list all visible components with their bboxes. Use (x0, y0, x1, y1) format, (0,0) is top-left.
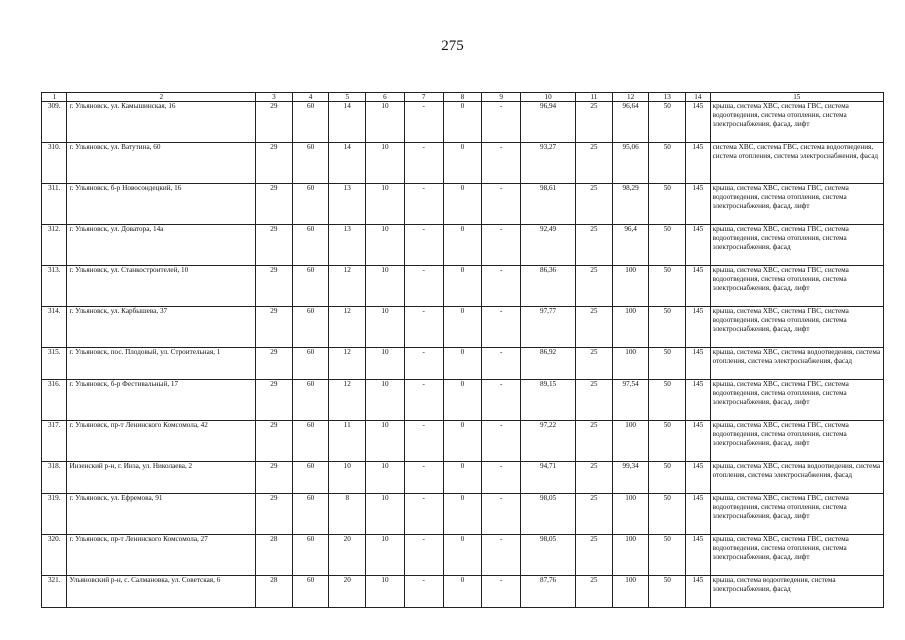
table-row (42, 143, 884, 184)
row-number: 315. (42, 348, 67, 380)
value-cell: 29 (256, 380, 293, 421)
value-cell: 50 (649, 102, 686, 143)
value-cell: 145 (686, 102, 710, 143)
works-cell: крыша, система ХВС, система ГВС, система водоотведения, система отопления, система электроснабжения, фасад, лифт (710, 421, 883, 462)
value-cell: - (404, 576, 443, 608)
value-cell: 145 (686, 494, 710, 535)
row-number: 311. (42, 184, 67, 225)
address-cell: г. Ульяновск, б-р Фестивальный, 17 (67, 380, 256, 421)
value-cell: - (404, 462, 443, 494)
works-cell: крыша, система ХВС, система водоотведения, система отопления, система электроснабжения, фасад (710, 462, 883, 494)
value-cell: 60 (292, 266, 329, 307)
row-number: 320. (42, 535, 67, 576)
value-cell: 86,36 (521, 266, 576, 307)
value-cell: 98,61 (521, 184, 576, 225)
value-cell: 97,22 (521, 421, 576, 462)
table-row (42, 307, 884, 348)
row-number: 312. (42, 225, 67, 266)
table-row (42, 535, 884, 576)
table-row (42, 266, 884, 307)
address-cell: г. Ульяновск, ул. Карбышева, 37 (67, 307, 256, 348)
column-header-4: 4 (292, 93, 329, 102)
table-row (42, 348, 884, 380)
value-cell: 10 (366, 494, 405, 535)
column-header-12: 12 (612, 93, 649, 102)
value-cell: 0 (443, 380, 482, 421)
row-number: 316. (42, 380, 67, 421)
table-body (42, 102, 884, 608)
value-cell: 29 (256, 266, 293, 307)
address-cell: Инзенский р-н, г. Инза, ул. Николаева, 2 (67, 462, 256, 494)
value-cell: 0 (443, 143, 482, 184)
table-row (42, 462, 884, 494)
address-cell: г. Ульяновск, пр-т Ленинского Комсомола, 42 (67, 421, 256, 462)
value-cell: 29 (256, 143, 293, 184)
column-header-1: 1 (42, 93, 67, 102)
value-cell: 99,34 (612, 462, 649, 494)
value-cell: - (404, 494, 443, 535)
works-cell: крыша, система ХВС, система ГВС, система водоотведения, система отопления, система электроснабжения, фасад, лифт (710, 494, 883, 535)
value-cell: 145 (686, 266, 710, 307)
value-cell: 145 (686, 143, 710, 184)
value-cell: 50 (649, 348, 686, 380)
table-row (42, 184, 884, 225)
column-header-10: 10 (521, 93, 576, 102)
value-cell: 25 (576, 535, 613, 576)
value-cell: 10 (366, 307, 405, 348)
value-cell: 10 (366, 535, 405, 576)
value-cell: 25 (576, 266, 613, 307)
table-row (42, 225, 884, 266)
value-cell: 10 (366, 266, 405, 307)
works-cell: крыша, система ХВС, система ГВС, система водоотведения, система отопления, система электроснабжения, фасад, лифт (710, 380, 883, 421)
address-cell: Ульяновский р-н, с. Салмановка, ул. Советская, 6 (67, 576, 256, 608)
value-cell: 145 (686, 421, 710, 462)
row-number: 309. (42, 102, 67, 143)
value-cell: 145 (686, 462, 710, 494)
value-cell: 60 (292, 494, 329, 535)
value-cell: - (482, 494, 521, 535)
row-number: 319. (42, 494, 67, 535)
works-cell: крыша, система ХВС, система водоотведения, система отопления, система электроснабжения, фасад (710, 348, 883, 380)
value-cell: 100 (612, 535, 649, 576)
value-cell: - (404, 380, 443, 421)
value-cell: 50 (649, 143, 686, 184)
value-cell: - (482, 266, 521, 307)
value-cell: 100 (612, 421, 649, 462)
value-cell: 11 (329, 421, 366, 462)
value-cell: - (482, 184, 521, 225)
value-cell: - (482, 421, 521, 462)
column-header-2: 2 (67, 93, 256, 102)
row-number: 314. (42, 307, 67, 348)
value-cell: 60 (292, 143, 329, 184)
value-cell: 50 (649, 225, 686, 266)
value-cell: 0 (443, 266, 482, 307)
value-cell: 25 (576, 143, 613, 184)
value-cell: 25 (576, 102, 613, 143)
value-cell: 25 (576, 494, 613, 535)
column-header-9: 9 (482, 93, 521, 102)
value-cell: - (482, 225, 521, 266)
value-cell: 0 (443, 348, 482, 380)
column-header-7: 7 (404, 93, 443, 102)
table-row (42, 576, 884, 608)
value-cell: 13 (329, 225, 366, 266)
value-cell: 20 (329, 535, 366, 576)
value-cell: 0 (443, 494, 482, 535)
value-cell: 50 (649, 307, 686, 348)
address-cell: г. Ульяновск, пос. Плодовый, ул. Строительная, 1 (67, 348, 256, 380)
value-cell: 60 (292, 576, 329, 608)
value-cell: 96,4 (612, 225, 649, 266)
value-cell: 60 (292, 225, 329, 266)
works-cell: крыша, система водоотведения, система электроснабжения, фасад (710, 576, 883, 608)
value-cell: 60 (292, 535, 329, 576)
value-cell: - (404, 184, 443, 225)
row-number: 317. (42, 421, 67, 462)
value-cell: 100 (612, 266, 649, 307)
value-cell: - (404, 307, 443, 348)
value-cell: 145 (686, 307, 710, 348)
value-cell: 145 (686, 348, 710, 380)
value-cell: 100 (612, 348, 649, 380)
value-cell: 10 (366, 184, 405, 225)
value-cell: 93,27 (521, 143, 576, 184)
table-row (42, 380, 884, 421)
column-header-5: 5 (329, 93, 366, 102)
value-cell: 50 (649, 494, 686, 535)
value-cell: 0 (443, 421, 482, 462)
value-cell: 60 (292, 348, 329, 380)
row-number: 313. (42, 266, 67, 307)
column-header-13: 13 (649, 93, 686, 102)
value-cell: 20 (329, 576, 366, 608)
value-cell: 10 (366, 225, 405, 266)
value-cell: 95,06 (612, 143, 649, 184)
value-cell: 10 (366, 576, 405, 608)
value-cell: 10 (366, 462, 405, 494)
value-cell: 98,05 (521, 535, 576, 576)
value-cell: 98,05 (521, 494, 576, 535)
value-cell: 28 (256, 576, 293, 608)
works-cell: крыша, система ХВС, система ГВС, система водоотведения, система отопления, система электроснабжения, фасад (710, 225, 883, 266)
table-row (42, 102, 884, 143)
value-cell: 145 (686, 225, 710, 266)
column-header-11: 11 (576, 93, 613, 102)
value-cell: - (482, 102, 521, 143)
value-cell: 25 (576, 380, 613, 421)
value-cell: - (404, 421, 443, 462)
value-cell: 8 (329, 494, 366, 535)
value-cell: 97,77 (521, 307, 576, 348)
value-cell: 29 (256, 421, 293, 462)
works-cell: крыша, система ХВС, система ГВС, система водоотведения, система отопления, система электроснабжения, фасад, лифт (710, 307, 883, 348)
value-cell: 10 (366, 421, 405, 462)
value-cell: - (482, 348, 521, 380)
value-cell: 29 (256, 225, 293, 266)
value-cell: 0 (443, 225, 482, 266)
value-cell: 50 (649, 184, 686, 225)
works-cell: крыша, система ХВС, система ГВС, система водоотведения, система отопления, система электроснабжения, фасад, лифт (710, 102, 883, 143)
value-cell: 25 (576, 184, 613, 225)
value-cell: 145 (686, 576, 710, 608)
value-cell: 28 (256, 535, 293, 576)
housing-registry-table (41, 92, 884, 608)
address-cell: г. Ульяновск, ул. Доватора, 14а (67, 225, 256, 266)
value-cell: - (404, 225, 443, 266)
value-cell: 50 (649, 421, 686, 462)
value-cell: 12 (329, 348, 366, 380)
value-cell: 60 (292, 421, 329, 462)
value-cell: 94,71 (521, 462, 576, 494)
column-header-3: 3 (256, 93, 293, 102)
address-cell: г. Ульяновск, б-р Новосондецкий, 16 (67, 184, 256, 225)
value-cell: 0 (443, 102, 482, 143)
value-cell: 87,76 (521, 576, 576, 608)
value-cell: - (482, 576, 521, 608)
value-cell: 92,49 (521, 225, 576, 266)
value-cell: 97,54 (612, 380, 649, 421)
value-cell: 0 (443, 462, 482, 494)
value-cell: 0 (443, 184, 482, 225)
value-cell: 96,94 (521, 102, 576, 143)
value-cell: 60 (292, 462, 329, 494)
value-cell: 60 (292, 102, 329, 143)
value-cell: 29 (256, 102, 293, 143)
value-cell: 50 (649, 462, 686, 494)
column-number-row (42, 93, 884, 102)
value-cell: 50 (649, 576, 686, 608)
value-cell: 29 (256, 348, 293, 380)
value-cell: 14 (329, 143, 366, 184)
value-cell: 25 (576, 348, 613, 380)
address-cell: г. Ульяновск, ул. Станкостроителей, 10 (67, 266, 256, 307)
row-number: 310. (42, 143, 67, 184)
value-cell: - (404, 266, 443, 307)
value-cell: 0 (443, 535, 482, 576)
value-cell: 89,15 (521, 380, 576, 421)
value-cell: 145 (686, 535, 710, 576)
column-header-14: 14 (686, 93, 710, 102)
value-cell: 86,92 (521, 348, 576, 380)
value-cell: - (482, 143, 521, 184)
value-cell: - (404, 535, 443, 576)
value-cell: 100 (612, 576, 649, 608)
value-cell: 96,64 (612, 102, 649, 143)
value-cell: 10 (366, 143, 405, 184)
table-row (42, 494, 884, 535)
works-cell: крыша, система ХВС, система ГВС, система водоотведения, система отопления, система электроснабжения, фасад, лифт (710, 535, 883, 576)
value-cell: - (404, 143, 443, 184)
address-cell: г. Ульяновск, ул. Ватутина, 60 (67, 143, 256, 184)
value-cell: 29 (256, 184, 293, 225)
works-cell: система ХВС, система ГВС, система водоотведения, система отопления, система электроснабжения, фасад (710, 143, 883, 184)
value-cell: 14 (329, 102, 366, 143)
value-cell: 25 (576, 225, 613, 266)
value-cell: 98,29 (612, 184, 649, 225)
address-cell: г. Ульяновск, ул. Камышинская, 16 (67, 102, 256, 143)
value-cell: 10 (366, 348, 405, 380)
value-cell: 12 (329, 266, 366, 307)
address-cell: г. Ульяновск, ул. Ефремова, 91 (67, 494, 256, 535)
value-cell: 60 (292, 184, 329, 225)
column-header-15: 15 (710, 93, 883, 102)
value-cell: 100 (612, 494, 649, 535)
works-cell: крыша, система ХВС, система ГВС, система водоотведения, система отопления, система электроснабжения, фасад, лифт (710, 266, 883, 307)
value-cell: 29 (256, 307, 293, 348)
value-cell: - (482, 535, 521, 576)
value-cell: 0 (443, 576, 482, 608)
address-cell: г. Ульяновск, пр-т Ленинского Комсомола, 27 (67, 535, 256, 576)
value-cell: 29 (256, 494, 293, 535)
value-cell: 29 (256, 462, 293, 494)
value-cell: 60 (292, 307, 329, 348)
column-header-8: 8 (443, 93, 482, 102)
value-cell: 145 (686, 184, 710, 225)
value-cell: 60 (292, 380, 329, 421)
row-number: 318. (42, 462, 67, 494)
page-number: 275 (441, 38, 464, 54)
value-cell: - (404, 102, 443, 143)
column-header-6: 6 (366, 93, 405, 102)
value-cell: 10 (366, 102, 405, 143)
value-cell: 10 (329, 462, 366, 494)
value-cell: 50 (649, 266, 686, 307)
value-cell: 145 (686, 380, 710, 421)
value-cell: - (404, 348, 443, 380)
works-cell: крыша, система ХВС, система ГВС, система водоотведения, система отопления, система электроснабжения, фасад, лифт (710, 184, 883, 225)
value-cell: 50 (649, 535, 686, 576)
value-cell: - (482, 462, 521, 494)
value-cell: - (482, 307, 521, 348)
value-cell: 12 (329, 380, 366, 421)
value-cell: 25 (576, 421, 613, 462)
table-row (42, 421, 884, 462)
value-cell: 13 (329, 184, 366, 225)
value-cell: - (482, 380, 521, 421)
value-cell: 25 (576, 307, 613, 348)
value-cell: 0 (443, 307, 482, 348)
value-cell: 50 (649, 380, 686, 421)
value-cell: 100 (612, 307, 649, 348)
value-cell: 12 (329, 307, 366, 348)
value-cell: 25 (576, 576, 613, 608)
row-number: 321. (42, 576, 67, 608)
value-cell: 25 (576, 462, 613, 494)
value-cell: 10 (366, 380, 405, 421)
